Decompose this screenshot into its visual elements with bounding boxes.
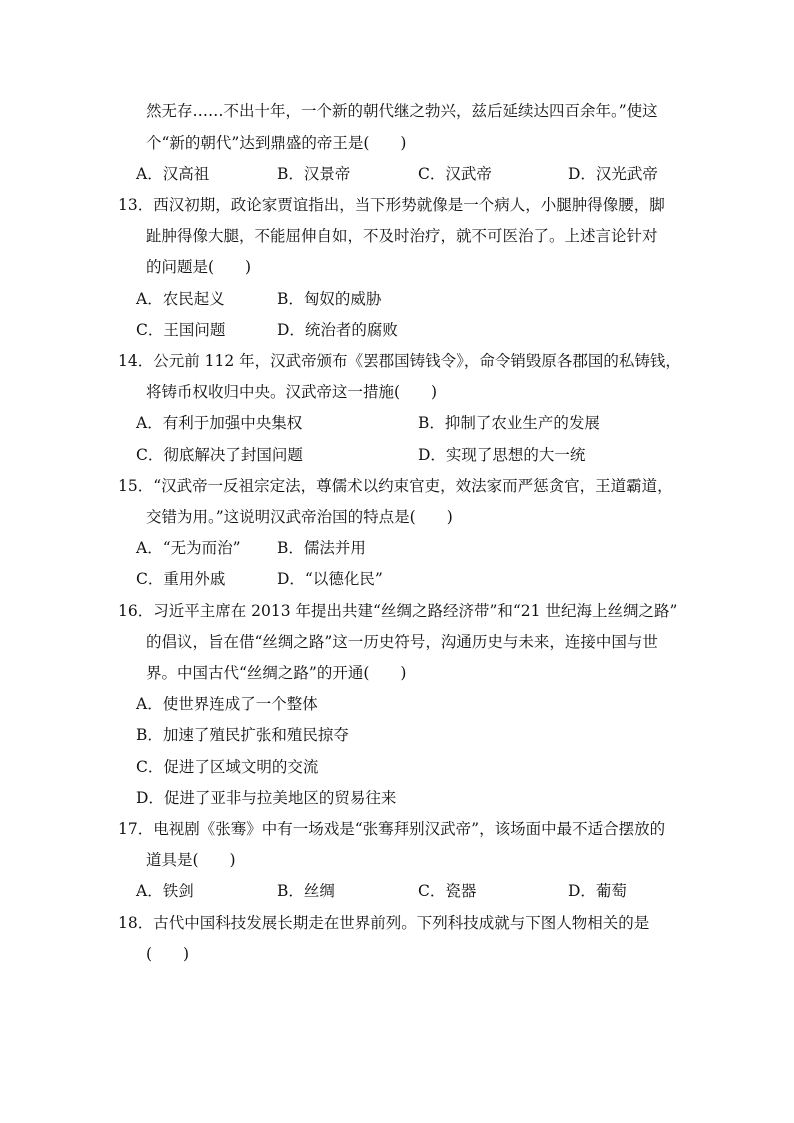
question-15-line-1: 15．“汉武帝一反祖宗定法，尊儒术以约束官吏，效法家而严惩贪官，王道霸道， [118,477,673,495]
question-16-option-a: A．使世界连成了一个整体 [136,695,318,713]
question-16-line-1: 16．习近平主席在 2013 年提出共建“丝绸之路经济带”和“21 世纪海上丝绸之路” [118,602,678,620]
question-14-line-1: 14．公元前 112 年，汉武帝颁布《罢郡国铸钱令》，命令销毁原各郡国的私铸钱， [118,352,681,370]
question-16-option-c: C．促进了区域文明的交流 [136,758,319,776]
question-17-option-d: D．葡萄 [568,882,627,900]
question-14-option-b: B．抑制了农业生产的发展 [418,414,600,432]
question-13-line-2: 趾肿得像大腿，不能屈伸自如，不及时治疗，就不可医治了。上述言论针对 [146,227,658,245]
question-17-option-c: C．瓷器 [418,882,477,900]
question-13-line-1: 13．西汉初期，政论家贾谊指出，当下形势就像是一个病人，小腿肿得像腰，脚 [118,196,665,214]
question-16-option-b: B．加速了殖民扩张和殖民掠夺 [136,726,349,744]
question-13-option-d: D．统治者的腐败 [277,321,398,339]
question-17-line-2: 道具是( ) [146,851,236,869]
question-16-line-2: 的倡议，旨在借“丝绸之路”这一历史符号，沟通历史与未来，连接中国与世 [146,633,658,651]
question-18-line-2: ( ) [146,945,190,963]
question-12-option-a: A．汉高祖 [136,165,210,183]
question-15-option-b: B．儒法并用 [277,539,366,557]
question-14-option-d: D．实现了思想的大一统 [418,446,586,464]
question-15-line-2: 交错为用。”这说明汉武帝治国的特点是( ) [146,508,453,526]
question-13-option-c: C．王国问题 [136,321,226,339]
question-16-option-d: D．促进了亚非与拉美地区的贸易往来 [136,789,397,807]
question-15-option-c: C．重用外戚 [136,570,226,588]
question-12-line-2: 个“新的朝代”达到鼎盛的帝王是( ) [146,134,407,152]
question-18-line-1: 18．古代中国科技发展长期走在世界前列。下列科技成就与下图人物相关的是 [118,914,650,932]
question-15-option-a: A．“无为而治” [136,539,241,557]
question-14-line-2: 将铸币权收归中央。汉武帝这一措施( ) [146,383,438,401]
question-15-option-d: D．“以德化民” [277,570,383,588]
question-17-line-1: 17．电视剧《张骞》中有一场戏是“张骞拜别汉武帝”，该场面中最不适合摆放的 [118,820,666,838]
question-12-option-c: C．汉武帝 [418,165,492,183]
question-16-line-3: 界。中国古代“丝绸之路”的开通( ) [146,664,407,682]
question-12-option-b: B．汉景帝 [277,165,351,183]
question-17-option-b: B．丝绸 [277,882,335,900]
question-14-option-a: A．有利于加强中央集权 [136,414,303,432]
question-13-line-3: 的问题是( ) [146,258,252,276]
question-12-option-d: D．汉光武帝 [568,165,658,183]
question-13-option-a: A．农民起义 [136,290,225,308]
question-17-option-a: A．铁剑 [136,882,194,900]
question-13-option-b: B．匈奴的威胁 [277,290,382,308]
question-12-line-1: 然无存……不出十年，一个新的朝代继之勃兴，兹后延续达四百余年。”使这 [146,102,658,120]
question-14-option-c: C．彻底解决了封国问题 [136,446,303,464]
